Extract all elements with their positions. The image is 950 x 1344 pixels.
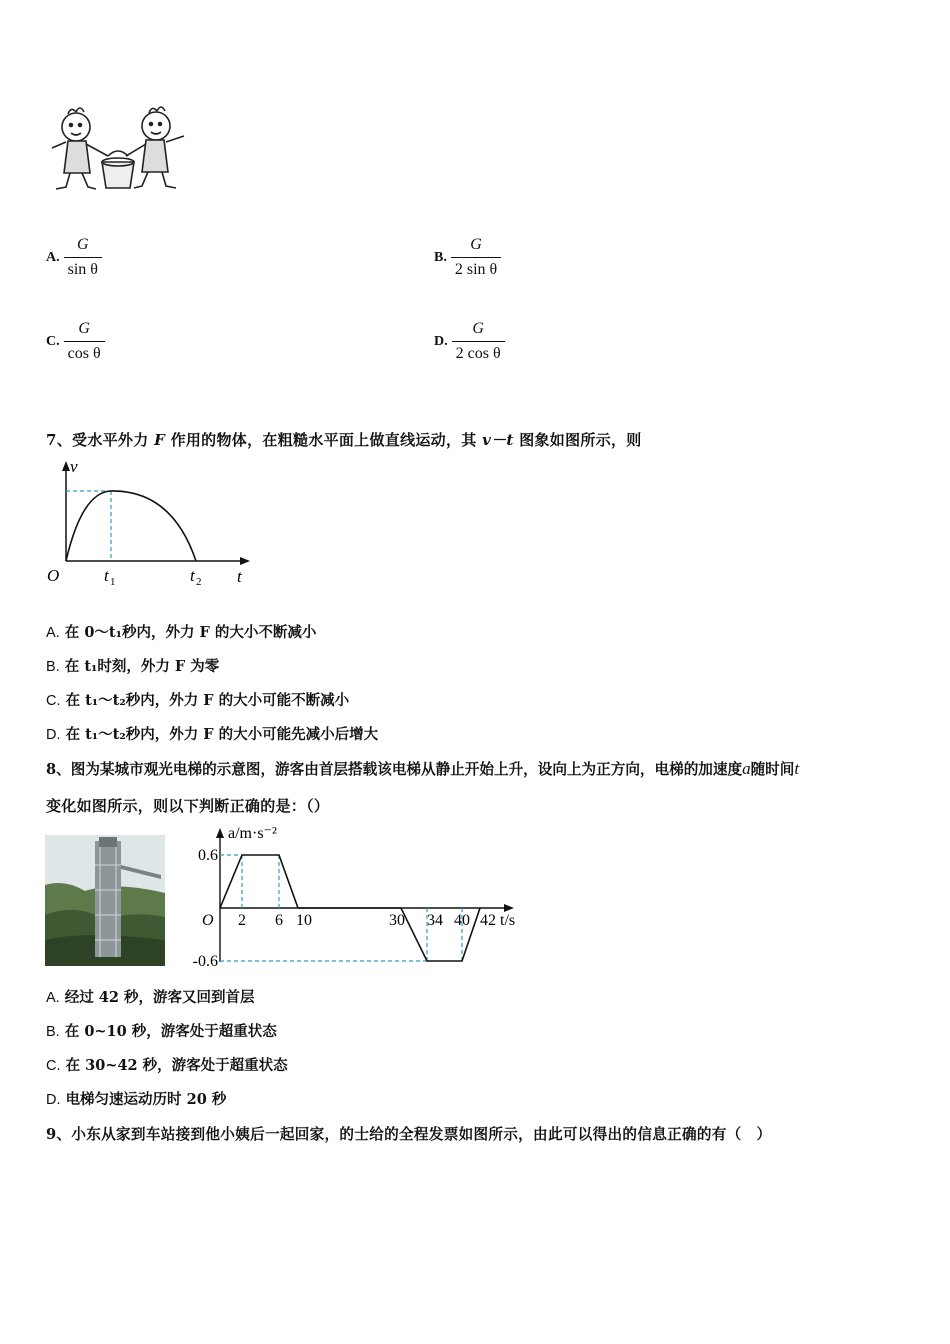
- q7-stem: [46, 429, 642, 450]
- q7-stem-vt: v－t: [482, 431, 514, 449]
- vt-graph-svg: [44, 456, 254, 590]
- y-tick-label-0.6: 0.6: [198, 847, 218, 864]
- q7-stem-prefix: 7、受水平外力: [46, 431, 149, 449]
- elevator-photo: [45, 835, 165, 966]
- option-label: C.: [46, 693, 61, 709]
- option-text: 在 30~42 秒，游客处于超重状态: [65, 1057, 288, 1074]
- fraction: [451, 236, 501, 279]
- x-tick-label-10: 10: [296, 912, 312, 929]
- at-graph-svg: [188, 822, 528, 968]
- q8-stem-line1: [46, 758, 799, 779]
- option-label: D.: [46, 727, 61, 743]
- q8-line1-b: 随时间: [750, 761, 795, 778]
- t1-subscript: 1: [110, 576, 116, 588]
- q8-var-a: a: [742, 759, 751, 778]
- q6-option-c[interactable]: [46, 320, 105, 363]
- t2-label: t: [190, 566, 195, 585]
- denominator: cos θ: [64, 341, 105, 363]
- option-label: B.: [46, 1024, 60, 1040]
- fraction: [64, 236, 102, 279]
- option-text: 在 t₁时刻，外力 F 为零: [64, 658, 220, 675]
- option-letter: B.: [434, 249, 447, 265]
- denominator: sin θ: [64, 257, 102, 279]
- x-tick-label-2: 2: [238, 912, 246, 929]
- option-label: A.: [46, 990, 60, 1006]
- a-axis-label: a/m·s⁻²: [228, 825, 277, 842]
- q6-illustration: [46, 100, 191, 200]
- children-carrying-bucket-image: [46, 100, 191, 200]
- x-tick-label-6: 6: [275, 912, 283, 929]
- numerator: G: [470, 236, 482, 253]
- q8-option-a[interactable]: [46, 986, 255, 1007]
- origin-label: O: [202, 912, 214, 929]
- q9-stem-text: 9、小东从家到车站接到他小姨后一起回家，的士给的全程发票如图所示，由此可以得出的信息正确的有（ ）: [46, 1126, 772, 1143]
- q7-stem-suffix: 图象如图所示，则: [519, 431, 642, 449]
- origin-label: O: [47, 566, 60, 585]
- option-label: C.: [46, 1058, 61, 1074]
- numerator: G: [78, 320, 90, 337]
- option-text: 在 0~10 秒，游客处于超重状态: [64, 1023, 277, 1040]
- q8-var-t: t: [794, 759, 800, 778]
- fraction: [64, 320, 105, 363]
- q7-vt-graph: [44, 456, 254, 594]
- q7-stem-force: F: [154, 431, 166, 449]
- q8-option-c[interactable]: [46, 1054, 288, 1075]
- option-text: 在 t₁～t₂秒内，外力 F 的大小可能先减小后增大: [65, 726, 379, 743]
- t-axis-label: t: [237, 567, 242, 586]
- q8-option-b[interactable]: [46, 1020, 277, 1041]
- t-axis-label: t/s: [500, 912, 516, 929]
- denominator: 2 cos θ: [452, 341, 505, 363]
- q7-option-a[interactable]: [46, 621, 316, 642]
- q8-line1-text: 8、图为某城市观光电梯的示意图，游客由首层搭载该电梯从静止开始上升，设向上为正方向，电梯的加速度: [46, 761, 743, 778]
- t2-subscript: 2: [196, 576, 202, 588]
- q7-option-d[interactable]: [46, 723, 378, 744]
- denominator: 2 sin θ: [451, 257, 501, 279]
- option-label: D.: [46, 1092, 61, 1108]
- t-axis-arrow: [504, 904, 514, 912]
- q6-option-b[interactable]: [434, 236, 501, 279]
- q6-option-d[interactable]: [434, 320, 505, 363]
- t1-label: t: [104, 566, 109, 585]
- option-text: 电梯匀速运动历时 20 秒: [65, 1091, 227, 1108]
- option-text: 在 0～t₁秒内，外力 F 的大小不断减小: [64, 624, 317, 641]
- q8-at-graph: [188, 822, 528, 972]
- option-text: 经过 42 秒，游客又回到首层: [64, 989, 255, 1006]
- v-axis-label: v: [70, 457, 78, 476]
- q7-option-c[interactable]: [46, 689, 349, 710]
- x-tick-label-34: 34: [427, 912, 443, 929]
- y-tick-label--0.6: -0.6: [192, 953, 218, 968]
- a-axis-arrow: [216, 828, 224, 838]
- q8-line2-text: 变化如图所示，则以下判断正确的是：（）: [46, 797, 330, 815]
- q8-stem-line2: [46, 795, 329, 816]
- x-tick-label-42: 42: [480, 912, 496, 929]
- option-letter: D.: [434, 333, 448, 349]
- option-letter: A.: [46, 249, 60, 265]
- q7-option-b[interactable]: [46, 655, 219, 676]
- q7-stem-mid: 作用的物体，在粗糙水平面上做直线运动，其: [170, 431, 477, 449]
- vt-curve: [66, 491, 196, 561]
- x-tick-label-30: 30: [389, 912, 405, 929]
- q8-option-d[interactable]: [46, 1088, 226, 1109]
- t-axis-arrow: [240, 557, 250, 565]
- q9-stem: [46, 1123, 771, 1144]
- option-label: B.: [46, 659, 60, 675]
- sightseeing-elevator-image: [45, 835, 165, 966]
- x-tick-label-40: 40: [454, 912, 470, 929]
- v-axis-arrow: [62, 461, 70, 471]
- option-letter: C.: [46, 333, 60, 349]
- q6-option-a[interactable]: [46, 236, 102, 279]
- option-text: 在 t₁～t₂秒内，外力 F 的大小可能不断减小: [65, 692, 350, 709]
- numerator: G: [472, 320, 484, 337]
- numerator: G: [77, 236, 89, 253]
- option-label: A.: [46, 625, 60, 641]
- fraction: [452, 320, 505, 363]
